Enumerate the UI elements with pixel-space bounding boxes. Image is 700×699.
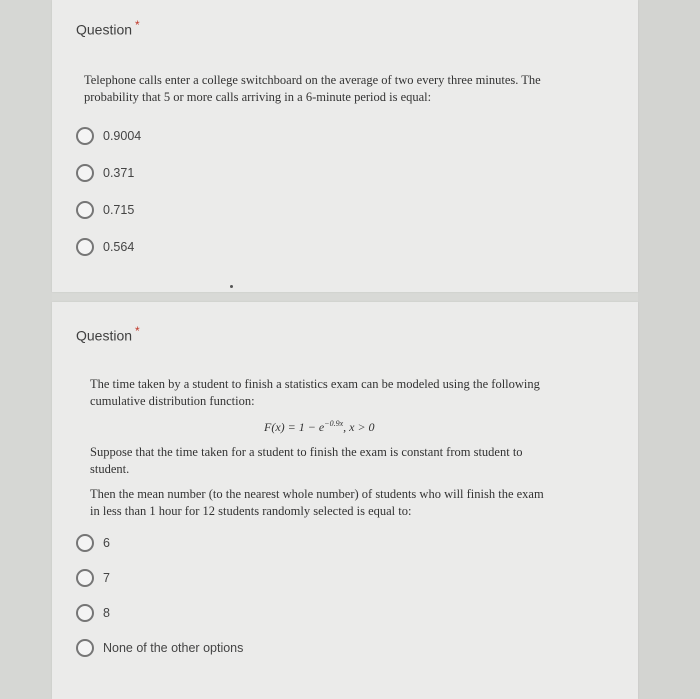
radio-button[interactable]: [76, 127, 94, 145]
question-2-title: Question: [76, 327, 133, 344]
option-none[interactable]: [76, 639, 243, 657]
option-7[interactable]: [76, 569, 110, 587]
option-0-715[interactable]: [76, 201, 134, 219]
question-2-intro: [90, 376, 630, 410]
option-8[interactable]: [76, 604, 110, 622]
cdf-formula: [264, 419, 375, 435]
stray-dot: [230, 285, 233, 288]
question-2-text-line: Then the mean number (to the nearest whole number) of students who will finish the exam: [90, 487, 544, 501]
radio-button[interactable]: [76, 201, 94, 219]
option-label: 8: [103, 606, 110, 620]
question-2-text-line: Suppose that the time taken for a student to finish the exam is constant from student to: [90, 445, 523, 459]
background-right: [638, 0, 700, 699]
option-6[interactable]: [76, 534, 110, 552]
question-2-paragraph-3: [90, 486, 630, 520]
radio-button[interactable]: [76, 639, 94, 657]
formula-exponent: −0.9x: [324, 419, 344, 428]
question-2-text-line: cumulative distribution function:: [90, 394, 255, 408]
option-0-9004[interactable]: [76, 127, 141, 145]
formula-main: F(x) = 1 − e: [264, 420, 325, 434]
radio-button[interactable]: [76, 164, 94, 182]
radio-button[interactable]: [76, 604, 94, 622]
required-mark: *: [135, 18, 140, 32]
option-label: 6: [103, 536, 110, 550]
option-0-564[interactable]: [76, 238, 134, 256]
radio-button[interactable]: [76, 569, 94, 587]
question-2-paragraph-2: [90, 444, 630, 478]
question-1-text: [84, 72, 624, 106]
option-label: 0.371: [103, 166, 135, 180]
question-1-text-line: Telephone calls enter a college switchboard on the average of two every three minutes. The: [84, 73, 541, 87]
option-label: 0.9004: [103, 129, 142, 143]
question-2-text-line: in less than 1 hour for 12 students randomly selected is equal to:: [90, 504, 412, 518]
question-1-heading: [76, 18, 140, 38]
question-2-text-line: The time taken by a student to finish a statistics exam can be modeled using the following: [90, 377, 540, 391]
question-2-heading: [76, 324, 140, 344]
option-label: 0.564: [103, 240, 135, 254]
question-card-1: [52, 0, 638, 292]
option-label: 0.715: [103, 203, 135, 217]
question-card-2: [52, 302, 638, 699]
question-1-text-line: probability that 5 or more calls arriving in a 6-minute period is equal:: [84, 90, 432, 104]
option-label: None of the other options: [103, 641, 244, 655]
required-mark: *: [135, 324, 140, 338]
option-label: 7: [103, 571, 110, 585]
radio-button[interactable]: [76, 238, 94, 256]
question-2-text-line: student.: [90, 462, 130, 476]
question-1-title: Question: [76, 21, 133, 38]
background-left: [0, 0, 52, 699]
formula-condition: , x > 0: [343, 420, 375, 434]
radio-button[interactable]: [76, 534, 94, 552]
option-0-371[interactable]: [76, 164, 134, 182]
